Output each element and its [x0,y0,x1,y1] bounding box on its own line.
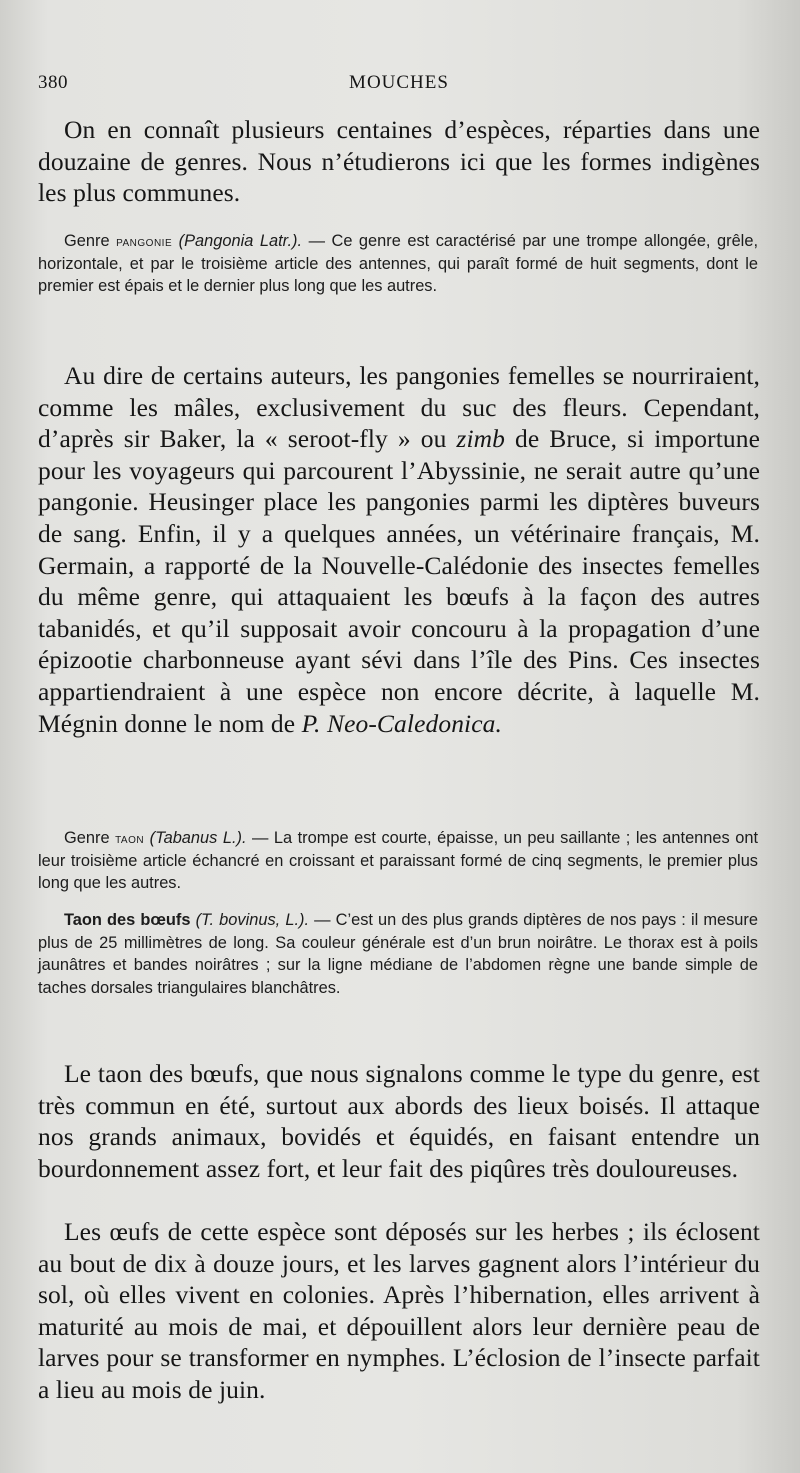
species-description: — C’est un des plus grands diptères de nos pays : il mesure plus de 25 millimètres de long. Sa couleur générale est d’un brun noirâtre. Le thorax est à poils jaunâtres et bandes noirâtres ; sur la ligne médiane de l’abdomen règne une bande simple de taches dorsales triangulaires blanchâtres. [38,911,758,997]
page-number: 380 [38,72,68,93]
genre-label: Genre [64,232,110,250]
paragraph-pangonies [38,360,760,739]
genre-latin: (Tabanus L.). [149,829,247,847]
genre-taon-note [38,827,758,895]
genre-description: — La trompe est courte, épaisse, un peu saillante ; les antennes ont leur troisième article échancré en croissant et paraissant formé de cinq segments, le premier plus long que les autres. [38,829,758,893]
pangonies-italic-species: P. Neo-Caledonica. [301,708,502,738]
page-header [38,70,760,100]
species-latin: (T. bovinus, L.). [195,911,310,929]
pangonies-italic-zimb: zimb [456,424,505,454]
pangonies-text-start: Au dire de certains auteurs, les pangonies femelles se nourriraient, comme les mâles, exclusivement du suc des fleurs. Cependant, d’après sir Baker, la « seroot-fly » ou [38,361,760,454]
genre-latin: (Pangonia Latr.). [178,232,303,250]
paragraph-taon-commun: Le taon des bœufs, que nous signalons comme le type du genre, est très commun en été, surtout aux abords des lieux boisés. Il attaque nos grands animaux, bovidés et équidés, en faisant entendre un bourdonnement assez fort, et leur fait des piqûres très douloureuses. [38,1059,760,1183]
genre-pangonie-note [38,230,758,298]
running-head: MOUCHES [349,72,449,93]
genre-name: pangonie [116,233,173,249]
genre-description: — Ce genre est caractérisé par une trompe allongée, grêle, horizontale, et par le troisième article des antennes, qui paraît formé de huit segments, dont le premier est épais et le dernier plus long que les autres. [38,232,758,296]
taon-boeufs-note [38,909,758,999]
species-name: Taon des bœufs [64,911,191,929]
genre-name: taon [115,830,145,846]
paragraph-intro: On en connaît plusieurs centaines d’espèces, réparties dans une douzaine de genres. Nous n’étudierons ici que les formes indigènes les plus communes. [38,115,760,208]
genre-label: Genre [64,829,110,847]
paragraph-oeufs: Les œufs de cette espèce sont déposés sur les herbes ; ils éclosent au bout de dix à douze jours, et les larves gagnent alors l’intérieur du sol, où elles vivent en colonies. Après l’hibernation, elles arrivent à maturité au mois de mai, et dépouillent alors leur dernière peau de larves pour se transformer en nymphes. L’éclosion de l’insecte parfait a lieu au mois de juin. [38,1217,760,1404]
pangonies-text-mid: de Bruce, si importune pour les voyageurs qui parcourent l’Abyssinie, ne serait autre qu’une pangonie. Heusinger place les pangonies parmi les diptères buveurs de sang. Enfin, il y a quelques années, un vétérinaire français, M. Germain, a rapporté de la Nouvelle-Calédonie des insectes femelles du même genre, qui attaquaient les bœufs à la façon des autres tabanidés, et qu’il supposait avoir concouru à la propagation d’une épizootie charbonneuse ayant sévi dans l’île des Pins. Ces insectes appartiendraient à une espèce non encore décrite, à laquelle M. Mégnin donne le nom de [38,424,760,738]
